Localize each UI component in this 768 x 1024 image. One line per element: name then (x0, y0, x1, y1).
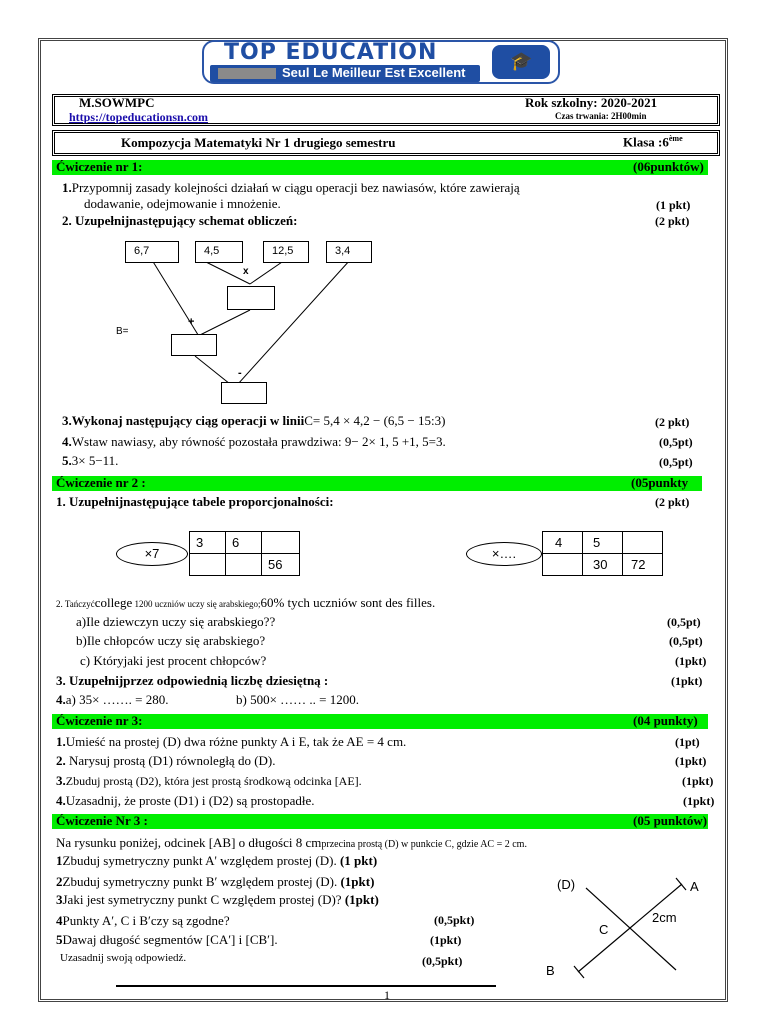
ex3-q3-points: (1pkt) (682, 774, 714, 788)
scheme-op-plus: + (188, 316, 195, 328)
table1-cell[interactable] (226, 554, 262, 576)
table-row (190, 532, 300, 554)
ex4-intro: Na rysunku poniżej, odcinek [AB] o długości 8 cmprzecina prostą (D) w punkcie C, gdzie AC = 2 cm. (56, 835, 527, 850)
page-number: 1 (384, 988, 390, 1002)
ex2-q2a: a)Ile dziewczyn uczy się arabskiego?? (76, 614, 276, 629)
ex1-q1-cont: dodawanie, odejmowanie i mnożenie. (84, 196, 281, 211)
header-title-box (52, 130, 720, 156)
logo-title: TOP EDUCATION (224, 40, 438, 65)
table2-cell[interactable]: 5 (583, 532, 623, 554)
ex1-q2-points: (2 pkt) (655, 214, 690, 228)
ex4-q5-points: (1pkt) (430, 933, 462, 947)
ex3-q3: 3.Zbuduj prostą (D2), która jest prostą środkową odcinka [AE]. (56, 773, 362, 788)
bridge-icon (218, 68, 276, 79)
ex2-q1-points: (2 pkt) (655, 495, 690, 509)
scheme-line-4 (198, 310, 250, 336)
exercise-4-points: (05 punktów) (633, 813, 708, 828)
exercise-1-band (52, 160, 708, 175)
exercise-3-title: Ćwiczenie nr 3: (56, 713, 143, 728)
school-year: Rok szkolny: 2020-2021 (525, 95, 658, 110)
ex3-q2-points: (1pkt) (675, 754, 707, 768)
ex1-q4: 4.Wstaw nawiasy, aby równość pozostała prawdziwa: 9− 2× 1, 5 +1, 5=3. (62, 434, 446, 449)
table2-cell[interactable] (543, 554, 583, 576)
header-info-box (52, 94, 720, 126)
ex1-q3: 3.Wykonaj następujący ciąg operacji w liniiC= 5,4 × 4,2 − (6,5 − 15:3) (62, 413, 446, 428)
ex2-q2a-points: (0,5pt) (667, 615, 701, 629)
ex3-q1-points: (1pt) (675, 735, 700, 749)
table1-cell[interactable]: 3 (190, 532, 226, 554)
scheme-op-times: x (243, 266, 249, 277)
exercise-1-points: (06punktów) (633, 159, 704, 174)
label-b: B (546, 963, 555, 978)
ex1-q1: 1.Przypomnij zasady kolejności działań w ciągu operacji bez nawiasów, które zawierają (62, 180, 520, 195)
exam-title: Kompozycja Matematyki Nr 1 drugiego semestru (121, 135, 396, 150)
logo-slogan: Seul Le Meilleur Est Excellent (282, 65, 466, 80)
ex2-q3-points: (1pkt) (671, 674, 703, 688)
ex2-q2c-points: (1pkt) (675, 654, 707, 668)
exercise-4-band (52, 814, 708, 829)
ex3-q2: 2. Narysuj prostą (D1) równoległą do (D). (56, 753, 276, 768)
ex3-q4-points: (1pkt) (683, 794, 715, 808)
ex2-q1: 1. Uzupełnijnastępujące tabele proporcjonalności: (56, 494, 334, 509)
ex2-q4b: b) 500× …… .. = 1200. (236, 692, 359, 707)
scheme-value-3: 12,5 (263, 241, 309, 263)
proportion-table-2 (542, 531, 663, 576)
ex4-q1: 1Zbuduj symetryczny punkt A' względem prostej (D). (1 pkt) (56, 853, 378, 868)
ex1-q4-points: (0,5pt) (659, 435, 693, 449)
exercise-1-title: Ćwiczenie nr 1: (56, 159, 143, 174)
segment-ab (578, 884, 682, 972)
exercise-2-points: (05punkty (631, 475, 689, 490)
ex4-q2: 2Zbuduj symetryczny punkt B′ względem prostej (D). (1pkt) (56, 874, 375, 889)
class-level: Klasa :6ème (623, 134, 683, 150)
ex4-q6: Uzasadnij swoją odpowiedź. (60, 952, 187, 964)
exercise-4-title: Ćwiczenie Nr 3 : (56, 813, 148, 828)
scheme-result-box-3[interactable] (221, 382, 267, 404)
table2-multiplier: ×…. (466, 542, 542, 566)
scheme-line-3 (250, 260, 285, 284)
ex3-q4: 4.Uzasadnij, że proste (D1) i (D2) są prostopadłe. (56, 793, 315, 808)
ex1-q5-points: (0,5pt) (659, 455, 693, 469)
scheme-line-6 (238, 260, 350, 384)
exercise-3-band (52, 714, 708, 729)
ex2-q2c: c) Któryjaki jest procent chłopców? (80, 653, 267, 668)
table1-cell[interactable]: 56 (262, 554, 300, 576)
scheme-op-minus: - (238, 367, 242, 379)
exercise-3-points: (04 punkty) (633, 713, 698, 728)
label-a: A (690, 879, 699, 894)
duration: Czas trwania: 2H00min (555, 111, 647, 121)
label-d: (D) (557, 877, 576, 892)
scheme-result-box-2[interactable] (171, 334, 217, 356)
ex4-q4: 4Punkty A′, C i B′czy są zgodne? (56, 913, 230, 928)
table2-cell[interactable]: 4 (543, 532, 583, 554)
website-link[interactable]: https://topeducationsn.com (69, 110, 209, 124)
ex2-q2: 2. Tańczyćcollege 1200 uczniów uczy się arabskiego;60% tych uczniów sont des filles. (56, 595, 436, 610)
ex2-q4: 4.a) 35× ……. = 280. (56, 692, 169, 707)
table1-multiplier: ×7 (116, 542, 188, 566)
footer-rule (116, 985, 496, 987)
ex1-q2: 2. Uzupełnijnastępujący schemat obliczeń: (62, 213, 298, 228)
table1-cell[interactable] (190, 554, 226, 576)
table2-cell[interactable] (623, 532, 663, 554)
ex3-q1: 1.Umieść na prostej (D) dwa różne punkty A i E, tak że AE = 4 cm. (56, 734, 407, 749)
ex1-q5: 5.3× 5−11. (62, 453, 119, 468)
exercise-2-title: Ćwiczenie nr 2 : (56, 475, 146, 490)
scheme-result-box-1[interactable] (227, 286, 275, 310)
table1-cell[interactable] (262, 532, 300, 554)
scheme-value-4: 3,4 (326, 241, 372, 263)
ex2-q2b: b)Ile chłopców uczy się arabskiego? (76, 633, 266, 648)
ex1-q1-points: (1 pkt) (656, 198, 691, 212)
ex4-q3: 3Jaki jest symetryczny punkt C względem prostej (D)? (1pkt) (56, 892, 379, 907)
table-row (543, 554, 663, 576)
proportion-table-1 (189, 531, 300, 576)
author: M.SOWMPC (79, 95, 155, 110)
ex4-q5: 5Dawaj długość segmentów [CA′] i [CB′]. (56, 932, 278, 947)
ex4-q6-points: (0,5pkt) (422, 954, 463, 968)
exercise-2-band (52, 476, 702, 491)
ex2-q2b-points: (0,5pt) (669, 634, 703, 648)
ex2-q3: 3. Uzupełnijprzez odpowiednią liczbę dziesiętną : (56, 673, 329, 688)
label-c: C (599, 922, 609, 937)
table2-cell[interactable]: 72 (623, 554, 663, 576)
ex4-q4-points: (0,5pkt) (434, 913, 475, 927)
table-row (190, 554, 300, 576)
scheme-value-1: 6,7 (125, 241, 179, 263)
table1-cell[interactable]: 6 (226, 532, 262, 554)
table-row (543, 532, 663, 554)
ex1-q3-points: (2 pkt) (655, 415, 690, 429)
scheme-line-5 (195, 356, 230, 384)
top-education-logo (202, 40, 560, 84)
scheme-value-2: 4,5 (195, 241, 243, 263)
graduation-cap-icon: 🎓 (492, 45, 550, 79)
table2-cell[interactable]: 30 (583, 554, 623, 576)
scheme-b-label: B= (116, 326, 129, 337)
label-2cm: 2cm (652, 910, 677, 925)
